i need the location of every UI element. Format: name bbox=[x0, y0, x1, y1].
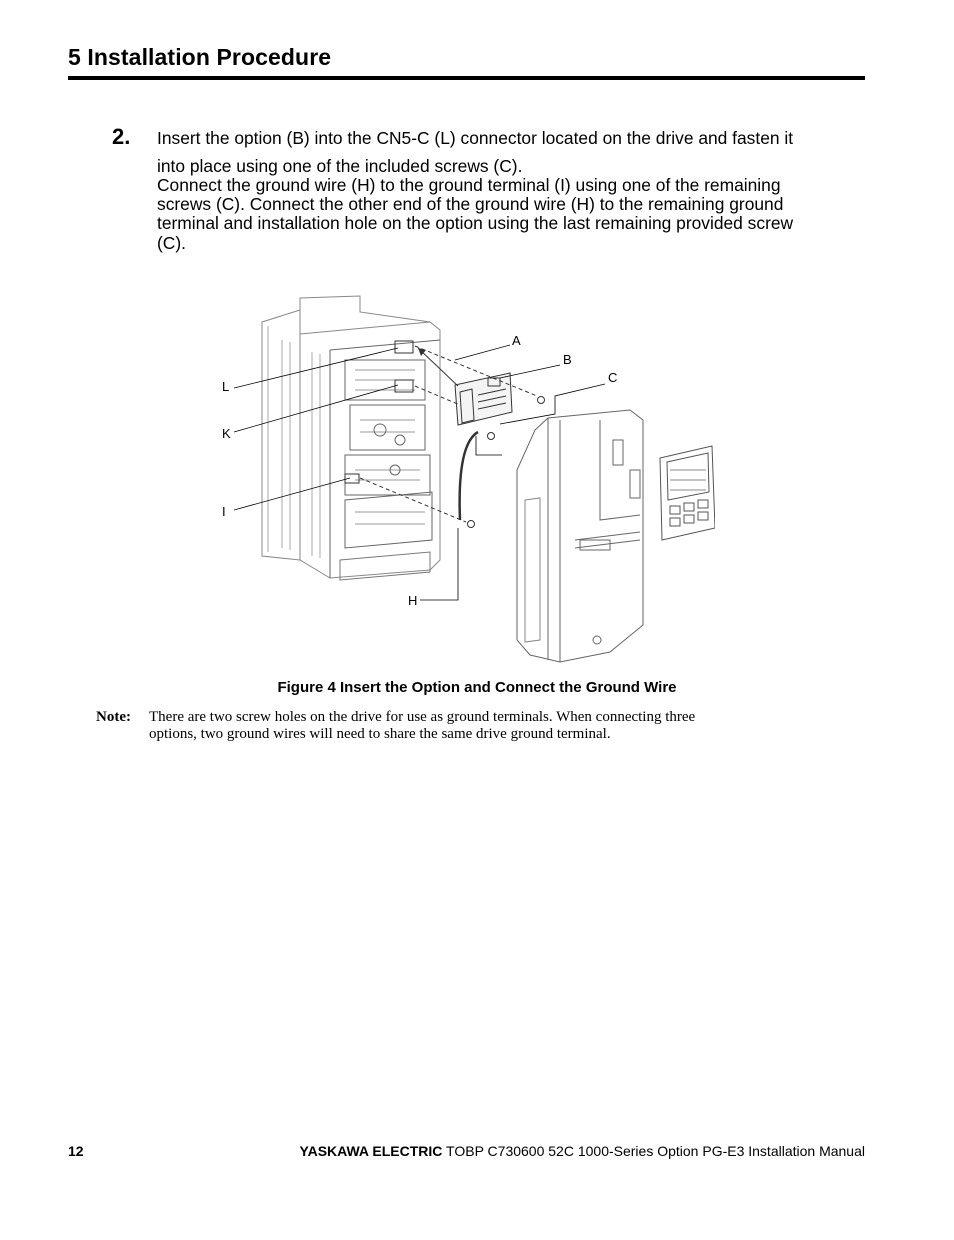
callout-b: B bbox=[563, 352, 572, 367]
footer-doc-name: TOBP C730600 52C 1000-Series Option PG-E3 Installation Manual bbox=[442, 1143, 865, 1159]
step-number: 2. bbox=[112, 124, 131, 149]
footer-doc-title bbox=[300, 1143, 865, 1159]
step-text-line: Connect the ground wire (H) to the ground terminal (I) using one of the remaining bbox=[157, 175, 781, 195]
callout-l: L bbox=[222, 379, 230, 394]
header-rule bbox=[68, 76, 865, 80]
footer-brand: YASKAWA ELECTRIC bbox=[299, 1143, 443, 1159]
step-text-line: screws (C). Connect the other end of the ground wire (H) to the remaining ground bbox=[157, 194, 784, 214]
insertion-arrow bbox=[418, 348, 458, 386]
step-text-line: terminal and installation hole on the option using the last remaining provided screw bbox=[157, 213, 794, 233]
page-number: 12 bbox=[68, 1143, 84, 1159]
drive-illustration bbox=[262, 296, 440, 580]
callout-a: A bbox=[512, 333, 521, 348]
note-text-line: options, two ground wires will need to share the same drive ground terminal. bbox=[149, 726, 611, 742]
ground-wire-illustration bbox=[460, 432, 478, 520]
keypad-illustration bbox=[660, 446, 715, 540]
section-title: 5 Installation Procedure bbox=[68, 44, 332, 70]
callout-i: I bbox=[222, 504, 226, 519]
installation-figure bbox=[215, 290, 715, 670]
option-card-illustration bbox=[455, 373, 512, 425]
step-text-line: into place using one of the included screws (C). bbox=[157, 156, 523, 176]
callout-k: K bbox=[222, 426, 231, 441]
front-cover-illustration bbox=[517, 410, 643, 662]
callout-h: H bbox=[408, 593, 418, 608]
callout-c: C bbox=[608, 370, 618, 385]
figure-caption: Figure 4 Insert the Option and Connect the Ground Wire bbox=[277, 679, 677, 696]
step-text-line: Insert the option (B) into the CN5-C (L) connector located on the drive and fasten it bbox=[157, 128, 794, 148]
note-text-line: There are two screw holes on the drive for use as ground terminals. When connecting three bbox=[149, 709, 696, 725]
step-text-line: (C). bbox=[157, 233, 186, 253]
note-label: Note: bbox=[96, 709, 131, 725]
